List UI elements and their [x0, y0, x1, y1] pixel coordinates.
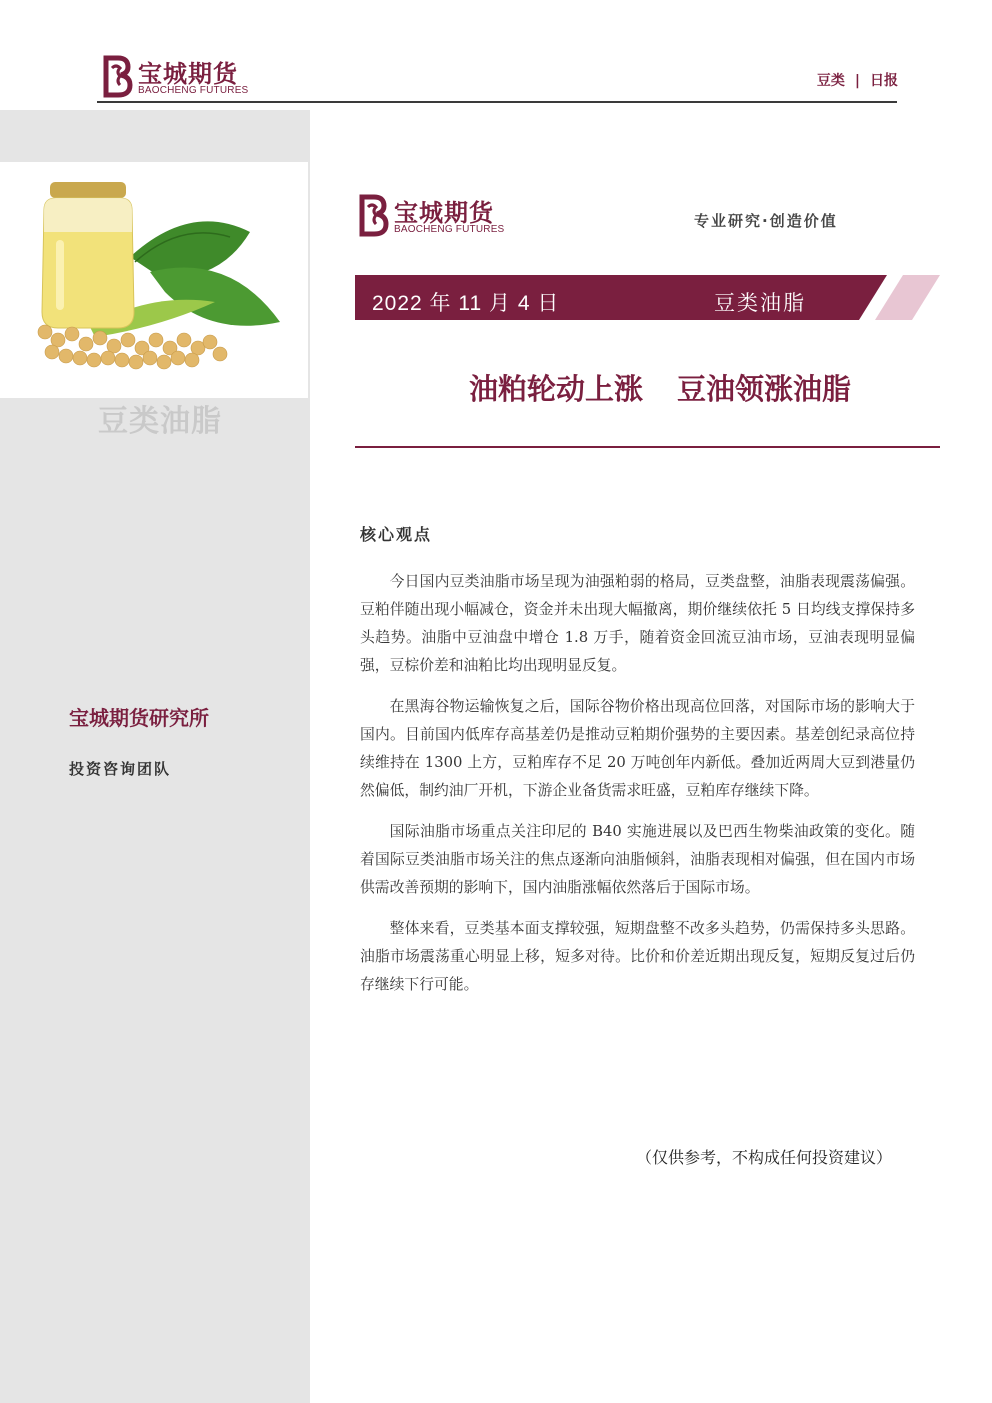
brand-en: BAOCHENG FUTURES — [394, 224, 505, 235]
header-report-tags — [817, 70, 898, 90]
sidebar-team: 投资咨询团队 — [69, 760, 172, 778]
header-category: 豆类 — [816, 73, 845, 89]
soybean-oil-illustration — [0, 162, 308, 398]
header-brand-en: BAOCHENG FUTURES — [138, 85, 249, 96]
brand-logo-icon — [354, 193, 390, 237]
report-body — [360, 568, 915, 1012]
body-paragraph: 国际油脂市场重点关注印尼的 B40 实施进展以及巴西生物柴油政策的变化。随着国际豆类油脂市场关注的焦点逐渐向油脂倾斜，油脂表现相对偏强，但在国内市场供需改善预期的影响下，国内油脂涨幅依然落后于国际市场。 — [360, 823, 915, 896]
headline-part-2: 豆油领涨油脂 — [677, 372, 852, 406]
sidebar-category-title: 豆类油脂 — [98, 404, 222, 439]
headline-part-1: 油粕轮动上涨 — [468, 372, 643, 406]
sidebar-institute: 宝城期货研究所 — [69, 706, 209, 730]
cover-image-panel — [0, 162, 308, 398]
body-paragraph: 整体来看，豆类基本面支撑较强，短期盘整不改多头趋势，仍需保持多头思路。油脂市场震荡重心明显上移，短多对待。比价和价差近期出现反复，短期反复过后仍存继续下行可能。 — [360, 920, 915, 993]
headline-divider — [355, 446, 940, 448]
body-paragraph: 在黑海谷物运输恢复之后，国际谷物价格出现高位回落，对国际市场的影响大于国内。目前国内低库存高基差仍是推动豆粕期价强势的主要因素。基差创纪录高位持续维持在 1300 上方，豆粕库存不足 20 万吨创年内新低。叠加近两周大豆到港量仍然偏低，制约油厂开机，下游企业备货需求旺盛，豆粕库存继续下降。 — [360, 698, 915, 799]
report-headline — [355, 367, 965, 408]
header-logo — [98, 54, 258, 100]
report-date: 2022 年 11 月 4 日 — [372, 292, 560, 315]
section-title: 核心观点 — [360, 525, 433, 544]
brand-cn: 宝城期货 — [394, 198, 494, 227]
brand-logo-block — [354, 193, 534, 239]
banner-category: 豆类油脂 — [714, 291, 806, 315]
brand-logo-icon — [98, 54, 134, 98]
header-report-type: 日报 — [870, 73, 898, 89]
disclaimer: （仅供参考，不构成任何投资建议） — [636, 1148, 893, 1167]
header-separator: | — [854, 73, 860, 89]
brand-slogan: 专业研究·创造价值 — [694, 212, 838, 230]
header-divider — [97, 101, 897, 103]
header-brand-cn: 宝城期货 — [138, 59, 238, 88]
body-paragraph: 今日国内豆类油脂市场呈现为油强粕弱的格局，豆类盘整，油脂表现震荡偏强。豆粕伴随出现小幅减仓，资金并未出现大幅撤离，期价继续依托 5 日均线支撑保持多头趋势。油脂中豆油盘中增仓 1.8 万手，随着资金回流豆油市场，豆油表现明显偏强，豆棕价差和油粕比均出现明显反复。 — [360, 573, 915, 674]
